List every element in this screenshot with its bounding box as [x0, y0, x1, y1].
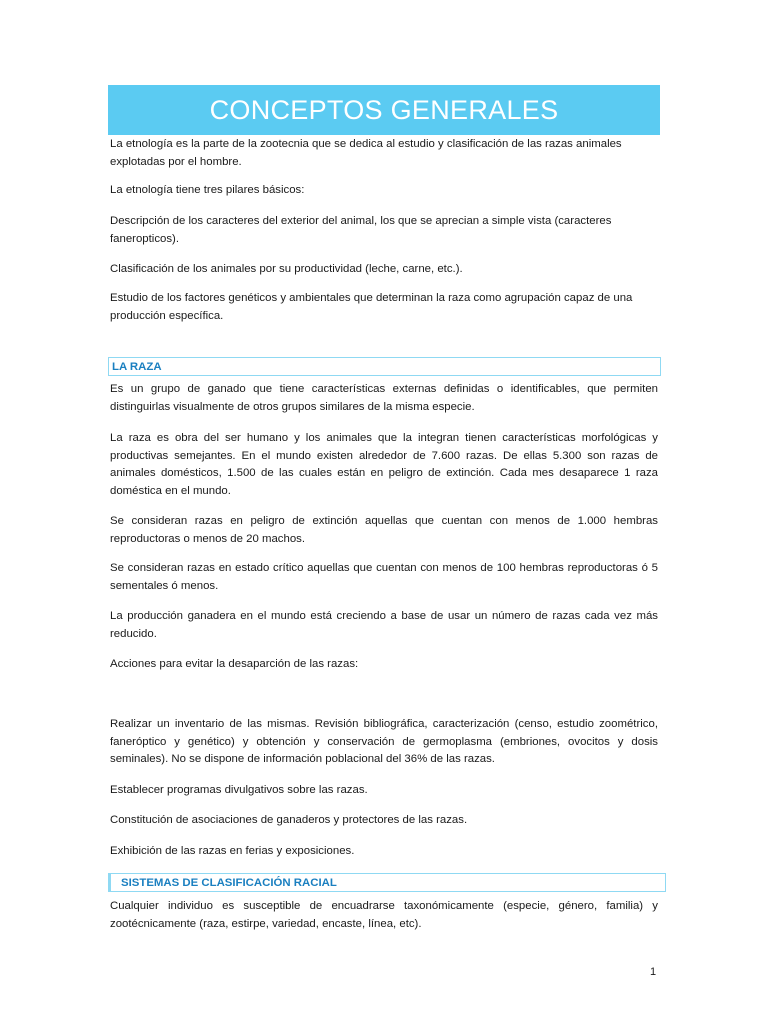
intro-paragraph-4: Clasificación de los animales por su productividad (leche, carne, etc.).	[110, 263, 463, 275]
intro-paragraph-3: Descripción de los caracteres del exterior del animal, los que se aprecian a simple vista (caracteres faneropticos).	[110, 215, 612, 245]
raza-paragraph-10: Exhibición de las razas en ferias y exposiciones.	[110, 845, 355, 857]
title-banner	[108, 85, 660, 135]
page-title: CONCEPTOS GENERALES	[209, 94, 559, 125]
raza-paragraph-4: Se consideran razas en estado crítico aquellas que cuentan con menos de 100 hembras reproductoras ó 5 sementales ó menos.	[110, 562, 658, 592]
raza-paragraph-5: La producción ganadera en el mundo está creciendo a base de usar un número de razas cada vez más reducido.	[110, 610, 658, 640]
raza-paragraph-3: Se consideran razas en peligro de extinción aquellas que cuentan con menos de 1.000 hembras reproductoras o menos de 20 machos.	[110, 515, 658, 545]
intro-paragraph-5: Estudio de los factores genéticos y ambientales que determinan la raza como agrupación capaz de una producción específica.	[110, 292, 633, 322]
raza-paragraph-8: Establecer programas divulgativos sobre las razas.	[110, 784, 368, 796]
section-heading-la-raza	[108, 357, 661, 376]
intro-paragraph-2: La etnología tiene tres pilares básicos:	[110, 184, 305, 196]
raza-paragraph-1: Es un grupo de ganado que tiene características externas definidas o identificables, que permiten distinguirlas visualmente de otros grupos similares de la misma especie.	[110, 383, 658, 413]
page-number: 1	[650, 966, 657, 978]
raza-paragraph-9: Constitución de asociaciones de ganaderos y protectores de las razas.	[110, 814, 468, 826]
raza-paragraph-7: Realizar un inventario de las mismas. Revisión bibliográfica, caracterización (censo, estudio zoométrico, faneróptico y genético) y obtención y conservación de germoplasma (embriones, ovocitos y dosis seminales). No se dispone de información poblacional del 36% de las razas.	[110, 718, 658, 766]
section-heading-text: SISTEMAS DE CLASIFICACIÓN RACIAL	[121, 876, 337, 889]
section-heading-text: LA RAZA	[112, 360, 162, 373]
clasificacion-paragraph-1: Cualquier individuo es susceptible de encuadrarse taxonómicamente (especie, género, familia) y zootécnicamente (raza, estirpe, variedad, encaste, línea, etc).	[110, 900, 658, 930]
section-heading-sistemas-clasificacion	[108, 873, 666, 892]
raza-paragraph-2: La raza es obra del ser humano y los animales que la integran tienen características morfológicas y productivas semejantes. En el mundo existen alrededor de 7.600 razas. De ellas 5.300 son razas de animales domésticos, 1.500 de las cuales están en peligro de extinción. Cada mes desaparece 1 raza doméstica en el mundo.	[110, 432, 658, 497]
raza-paragraph-6: Acciones para evitar la desaparción de las razas:	[110, 658, 359, 670]
intro-paragraph-1: La etnología es la parte de la zootecnia que se dedica al estudio y clasificación de las razas animales explotadas por el hombre.	[110, 138, 622, 168]
